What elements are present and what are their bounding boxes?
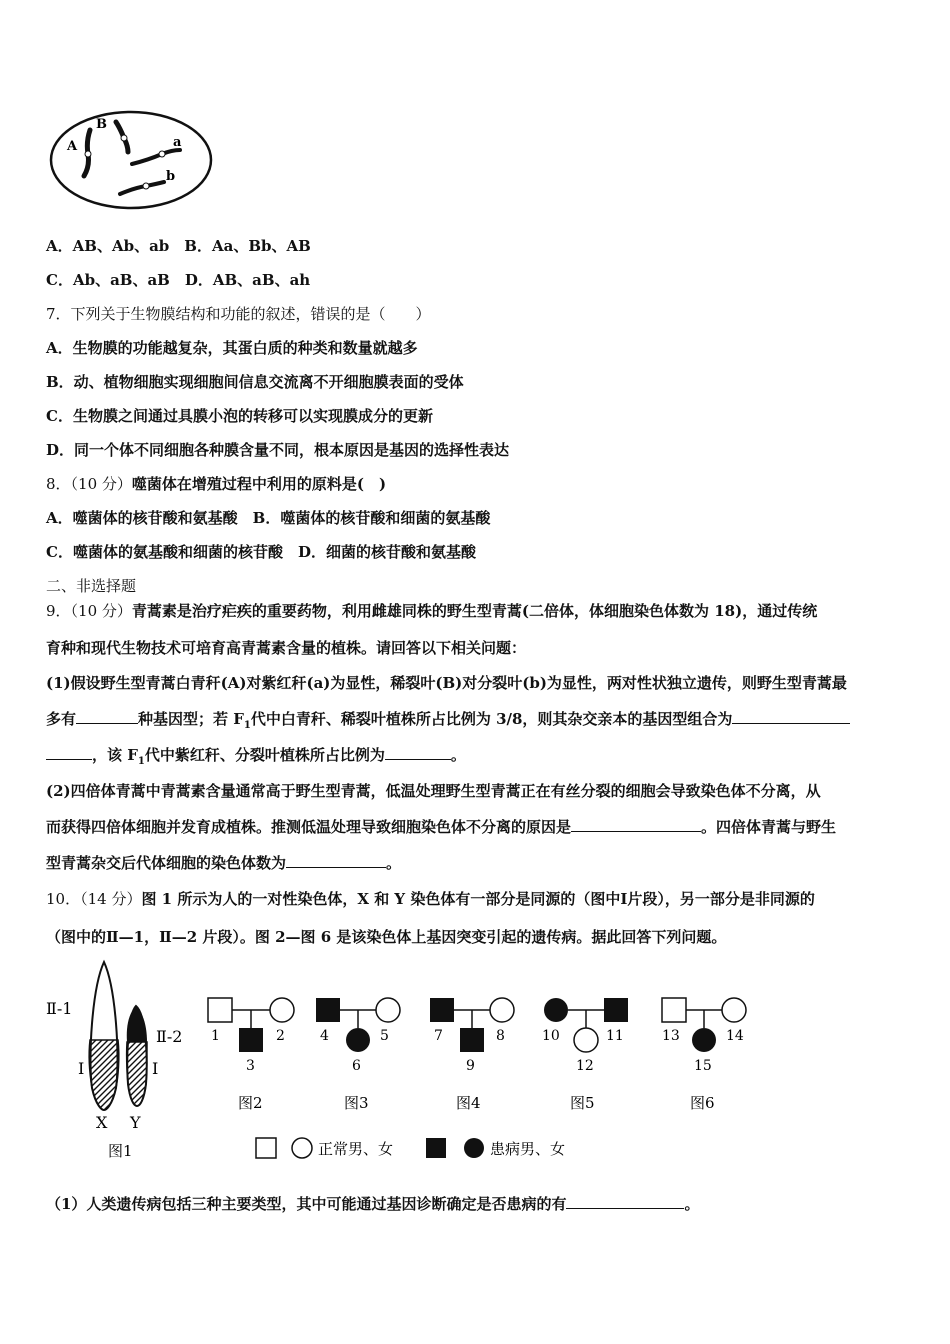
figure-5-pedigree (542, 998, 628, 1112)
q9-p1-text-d: ，该 F (92, 746, 138, 764)
number-9: 9 (466, 1058, 475, 1074)
number-6: 6 (352, 1058, 361, 1074)
label-figure-3: 图3 (344, 1094, 369, 1112)
q9-p1-text-a: 多有 (46, 710, 77, 728)
individual-3-affected-male (239, 1028, 263, 1052)
label-segment-I-x: Ⅰ (78, 1059, 85, 1078)
q9-line-1 (46, 601, 817, 621)
q7-option-b: B．动、植物细胞实现细胞间信息交流离不开细胞膜表面的受体 (46, 373, 464, 391)
individual-4-affected-male (316, 998, 340, 1022)
q9-part2-line-1: (2)四倍体青蒿中青蒿素含量通常高于野生型青蒿，低温处理野生型青蒿正在有丝分裂的细胞会导致染色体不分离，从 (46, 782, 821, 800)
figure-2-pedigree (208, 998, 294, 1112)
label-figure-4: 图4 (456, 1094, 481, 1112)
individual-10-affected-female (544, 998, 568, 1022)
legend-normal-text: 正常男、女 (318, 1140, 394, 1158)
individual-14-normal-female (722, 998, 746, 1022)
label-A: A (67, 139, 78, 154)
f1-subscript-2: 1 (137, 756, 145, 767)
cell-outline (51, 112, 211, 208)
legend-affected-female-icon (464, 1138, 484, 1158)
q9-line-2: 育种和现代生物技术可培育高青蒿素含量的植株。请回答以下相关问题： (46, 639, 527, 657)
q8-options-ab: A．噬菌体的核苷酸和氨基酸 B．噬菌体的核苷酸和细菌的氨基酸 (46, 509, 491, 527)
blank-parent-genotypes[interactable] (732, 709, 850, 724)
q9-p1-text-c: 代中白青秆、稀裂叶植株所占比例为 3/8，则其杂交亲本的基因型组合为 (250, 710, 733, 728)
q9-part1-line-1: (1)假设野生型青蒿白青秆(A)对紫红秆(a)为显性，稀裂叶(B)对分裂叶(b)为显性，两对性状独立遗传，则野生型青蒿最 (46, 674, 847, 692)
number-13: 13 (662, 1028, 680, 1044)
number-10: 10 (542, 1028, 560, 1044)
number-14: 14 (726, 1028, 744, 1044)
individual-7-affected-male (430, 998, 454, 1022)
label-segment-II1: Ⅱ-1 (46, 999, 73, 1018)
legend-affected-text: 患病男、女 (490, 1140, 566, 1158)
individual-5-normal-female (376, 998, 400, 1022)
q7-option-c: C．生物膜之间通过具膜小泡的转移可以实现膜成分的更新 (46, 407, 433, 425)
label-b: b (166, 169, 176, 184)
label-x: X (96, 1113, 108, 1132)
individual-8-normal-female (490, 998, 514, 1022)
individual-6-affected-female (346, 1028, 370, 1052)
x-homologous-segment (89, 1040, 119, 1110)
q10-p1-text-a: （1）人类遗传病包括三种主要类型，其中可能通过基因诊断确定是否患病的有 (46, 1195, 567, 1213)
y-nonhomologous-segment (127, 1006, 147, 1042)
number-1: 1 (211, 1028, 220, 1044)
individual-15-affected-female (692, 1028, 716, 1052)
q10-number: 10．（14 分） (46, 890, 142, 908)
individual-1-normal-male (208, 998, 232, 1022)
q9-part1-line-2 (46, 709, 850, 736)
q8-stem: 噬菌体在增殖过程中利用的原料是( ) (131, 475, 387, 493)
legend-normal-male-icon (256, 1138, 276, 1158)
q7-option-a: A．生物膜的功能越复杂，其蛋白质的种类和数量就越多 (46, 339, 418, 357)
figure-6-pedigree (662, 998, 746, 1112)
q9-p2-text-d: 。 (386, 854, 402, 872)
q9-p2-text-b: 。四倍体青蒿与野生 (701, 818, 837, 836)
sex-chromosome-pedigree-figure (40, 958, 800, 1168)
cell-chromosome-figure (48, 108, 218, 213)
q9-p1-text-f: 。 (450, 746, 466, 764)
section-title: 二、非选择题 (46, 577, 137, 595)
label-figure-1: 图1 (108, 1142, 133, 1160)
individual-13-normal-male (662, 998, 686, 1022)
q8-stem-line (46, 474, 386, 494)
f1-subscript-1: 1 (243, 720, 251, 731)
blank-parent-genotypes-cont[interactable] (46, 745, 92, 760)
label-B: B (96, 117, 107, 132)
label-figure-6: 图6 (690, 1094, 715, 1112)
label-figure-5: 图5 (570, 1094, 595, 1112)
number-15: 15 (694, 1058, 712, 1074)
individual-12-normal-female (574, 1028, 598, 1052)
blank-disease-types[interactable] (566, 1194, 684, 1209)
label-y: Y (130, 1113, 141, 1132)
label-a: a (173, 135, 182, 150)
q9-intro-1: 青蒿素是治疗疟疾的重要药物，利用雌雄同株的野生型青蒿(二倍体，体细胞染色体数为 18)，通过传统 (131, 602, 818, 620)
q9-p2-text-a: 而获得四倍体细胞并发育成植株。推测低温处理导致细胞染色体不分离的原因是 (46, 818, 572, 836)
number-4: 4 (320, 1028, 329, 1044)
individual-9-affected-male (460, 1028, 484, 1052)
legend-affected-male-icon (426, 1138, 446, 1158)
q10-line-1 (46, 889, 815, 909)
number-11: 11 (606, 1028, 624, 1044)
chromosome-b (120, 182, 164, 194)
q9-part2-line-3 (46, 853, 401, 873)
q7-stem: 7．下列关于生物膜结构和功能的叙述，错误的是（ ） (46, 305, 431, 323)
legend-normal-female-icon (292, 1138, 312, 1158)
figure-1-sex-chromosomes (46, 962, 182, 1160)
q9-number: 9．（10 分） (46, 602, 132, 620)
figure-3-pedigree (316, 998, 400, 1112)
q9-p1-text-e: 代中紫红秆、分裂叶植株所占比例为 (144, 746, 385, 764)
q6-options-line-2: C．Ab、aB、aB D．AB、aB、ah (46, 271, 311, 289)
number-3: 3 (246, 1058, 255, 1074)
q10-line-2: （图中的Ⅱ—1，Ⅱ—2 片段）。图 2—图 6 是该染色体上基因突变引起的遗传病。据此回答下列问题。 (46, 928, 727, 946)
q9-part2-line-2 (46, 817, 836, 837)
label-figure-2: 图2 (238, 1094, 263, 1112)
blank-genotype-count[interactable] (76, 709, 138, 724)
number-5: 5 (380, 1028, 389, 1044)
number-7: 7 (434, 1028, 443, 1044)
q9-p1-text-b: 种基因型；若 F (138, 710, 244, 728)
q10-intro-1: 图 1 所示为人的一对性染色体，X 和 Y 染色体有一部分是同源的（图中Ⅰ片段），另一部分是非同源的 (141, 890, 815, 908)
q9-p2-text-c: 型青蒿杂交后代体细胞的染色体数为 (46, 854, 287, 872)
q6-options-line-1: A．AB、Ab、ab B．Aa、Bb、AB (46, 237, 311, 255)
q10-part1 (46, 1194, 699, 1214)
number-2: 2 (276, 1028, 285, 1044)
q8-number: 8．（10 分） (46, 475, 132, 493)
figure-4-pedigree (430, 998, 514, 1112)
q9-part1-line-3 (46, 745, 466, 772)
q7-option-d: D．同一个体不同细胞各种膜含量不同，根本原因是基因的选择性表达 (46, 441, 510, 459)
label-segment-II2: Ⅱ-2 (156, 1027, 183, 1046)
individual-11-affected-male (604, 998, 628, 1022)
y-homologous-segment (127, 1042, 147, 1106)
label-segment-I-y: Ⅰ (152, 1059, 159, 1078)
number-8: 8 (496, 1028, 505, 1044)
blank-chromosome-number[interactable] (286, 853, 386, 868)
individual-2-normal-female (270, 998, 294, 1022)
pedigree-legend (256, 1138, 565, 1158)
blank-ratio[interactable] (385, 745, 451, 760)
number-12: 12 (576, 1058, 594, 1074)
chromosome-a (132, 150, 180, 164)
blank-reason[interactable] (571, 817, 701, 832)
q8-options-cd: C．噬菌体的氨基酸和细菌的核苷酸 D．细菌的核苷酸和氨基酸 (46, 543, 476, 561)
q10-p1-text-b: 。 (684, 1195, 700, 1213)
